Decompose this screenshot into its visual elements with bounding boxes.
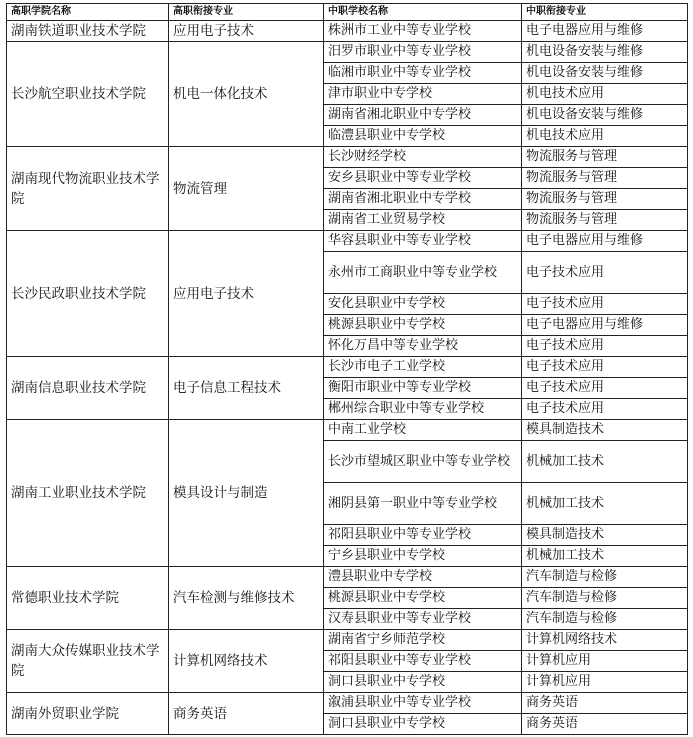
college-name-cell: 湖南工业职业技术学院 — [7, 420, 169, 567]
school-name-cell: 临澧县职业中专学校 — [324, 126, 522, 147]
school-major-cell: 商务英语 — [522, 693, 688, 714]
college-name-cell: 长沙航空职业技术学院 — [7, 42, 169, 147]
school-major-cell: 汽车制造与检修 — [522, 567, 688, 588]
school-major-cell: 计算机网络技术 — [522, 630, 688, 651]
school-name-cell: 溆浦县职业中等专业学校 — [324, 693, 522, 714]
college-name-cell: 湖南信息职业技术学院 — [7, 357, 169, 420]
school-name-cell: 祁阳县职业中等专业学校 — [324, 651, 522, 672]
college-major-cell: 物流管理 — [169, 147, 324, 231]
table-row — [7, 231, 688, 252]
school-name-cell: 临湘市职业中等专业学校 — [324, 63, 522, 84]
school-name-cell: 汨罗市职业中等专业学校 — [324, 42, 522, 63]
college-major-cell: 计算机网络技术 — [169, 630, 324, 693]
school-major-cell: 电子电器应用与维修 — [522, 21, 688, 42]
college-major-cell: 应用电子技术 — [169, 231, 324, 357]
table-row — [7, 357, 688, 378]
college-name-cell: 湖南外贸职业学院 — [7, 693, 169, 735]
college-major-cell: 应用电子技术 — [169, 21, 324, 42]
school-name-cell: 湖南省湘北职业中专学校 — [324, 105, 522, 126]
school-major-cell: 电子技术应用 — [522, 252, 688, 294]
college-major-cell: 商务英语 — [169, 693, 324, 735]
college-name-cell: 湖南大众传媒职业技术学院 — [7, 630, 169, 693]
table-row — [7, 693, 688, 714]
school-major-cell: 计算机应用 — [522, 651, 688, 672]
college-name-cell: 湖南现代物流职业技术学院 — [7, 147, 169, 231]
school-major-cell: 物流服务与管理 — [522, 147, 688, 168]
college-major-cell: 机电一体化技术 — [169, 42, 324, 147]
school-name-cell: 洞口县职业中专学校 — [324, 714, 522, 735]
header-school-major: 中职衔接专业 — [522, 4, 688, 21]
school-name-cell: 桃源县职业中专学校 — [324, 588, 522, 609]
school-major-cell: 机电技术应用 — [522, 84, 688, 105]
school-name-cell: 澧县职业中专学校 — [324, 567, 522, 588]
table-row — [7, 42, 688, 63]
school-major-cell: 模具制造技术 — [522, 525, 688, 546]
school-name-cell: 湖南省工业贸易学校 — [324, 210, 522, 231]
school-major-cell: 机械加工技术 — [522, 441, 688, 483]
school-name-cell: 怀化万昌中等专业学校 — [324, 336, 522, 357]
school-name-cell: 洞口县职业中专学校 — [324, 672, 522, 693]
college-major-cell: 电子信息工程技术 — [169, 357, 324, 420]
school-name-cell: 祁阳县职业中等专业学校 — [324, 525, 522, 546]
header-row — [7, 4, 688, 21]
school-major-cell: 电子技术应用 — [522, 357, 688, 378]
school-name-cell: 湘阴县第一职业中等专业学校 — [324, 483, 522, 525]
school-name-cell: 湖南省宁乡师范学校 — [324, 630, 522, 651]
school-major-cell: 机电技术应用 — [522, 126, 688, 147]
school-major-cell: 电子技术应用 — [522, 378, 688, 399]
college-name-cell: 湖南铁道职业技术学院 — [7, 21, 169, 42]
school-name-cell: 津市职业中专学校 — [324, 84, 522, 105]
school-name-cell: 长沙财经学校 — [324, 147, 522, 168]
school-name-cell: 中南工业学校 — [324, 420, 522, 441]
school-name-cell: 安化县职业中专学校 — [324, 294, 522, 315]
school-major-cell: 计算机应用 — [522, 672, 688, 693]
school-name-cell: 华容县职业中等专业学校 — [324, 231, 522, 252]
school-major-cell: 电子电器应用与维修 — [522, 315, 688, 336]
school-name-cell: 安乡县职业中等专业学校 — [324, 168, 522, 189]
school-major-cell: 电子技术应用 — [522, 399, 688, 420]
school-major-cell: 机电设备安装与维修 — [522, 105, 688, 126]
table-row — [7, 630, 688, 651]
school-name-cell: 汉寿县职业中等专业学校 — [324, 609, 522, 630]
college-name-cell: 长沙民政职业技术学院 — [7, 231, 169, 357]
table-row — [7, 147, 688, 168]
school-major-cell: 物流服务与管理 — [522, 189, 688, 210]
school-major-cell: 电子技术应用 — [522, 336, 688, 357]
college-major-cell: 模具设计与制造 — [169, 420, 324, 567]
articulation-table — [6, 3, 688, 735]
school-major-cell: 电子电器应用与维修 — [522, 231, 688, 252]
school-name-cell: 永州市工商职业中等专业学校 — [324, 252, 522, 294]
college-name-cell: 常德职业技术学院 — [7, 567, 169, 630]
table-row — [7, 21, 688, 42]
school-major-cell: 机械加工技术 — [522, 483, 688, 525]
school-name-cell: 桃源县职业中专学校 — [324, 315, 522, 336]
school-major-cell: 机电设备安装与维修 — [522, 63, 688, 84]
school-major-cell: 机电设备安装与维修 — [522, 42, 688, 63]
header-college-name: 高职学院名称 — [7, 4, 169, 21]
college-major-cell: 汽车检测与维修技术 — [169, 567, 324, 630]
school-major-cell: 电子技术应用 — [522, 294, 688, 315]
table-row — [7, 567, 688, 588]
school-major-cell: 商务英语 — [522, 714, 688, 735]
school-name-cell: 湖南省湘北职业中专学校 — [324, 189, 522, 210]
school-major-cell: 物流服务与管理 — [522, 168, 688, 189]
school-major-cell: 汽车制造与检修 — [522, 609, 688, 630]
school-name-cell: 长沙市电子工业学校 — [324, 357, 522, 378]
header-college-major: 高职衔接专业 — [169, 4, 324, 21]
school-major-cell: 机械加工技术 — [522, 546, 688, 567]
school-name-cell: 长沙市望城区职业中等专业学校 — [324, 441, 522, 483]
school-name-cell: 宁乡县职业中专学校 — [324, 546, 522, 567]
header-school-name: 中职学校名称 — [324, 4, 522, 21]
school-name-cell: 郴州综合职业中等专业学校 — [324, 399, 522, 420]
school-name-cell: 株洲市工业中等专业学校 — [324, 21, 522, 42]
table-body — [7, 21, 688, 735]
table-row — [7, 420, 688, 441]
school-name-cell: 衡阳市职业中等专业学校 — [324, 378, 522, 399]
school-major-cell: 汽车制造与检修 — [522, 588, 688, 609]
school-major-cell: 物流服务与管理 — [522, 210, 688, 231]
school-major-cell: 模具制造技术 — [522, 420, 688, 441]
